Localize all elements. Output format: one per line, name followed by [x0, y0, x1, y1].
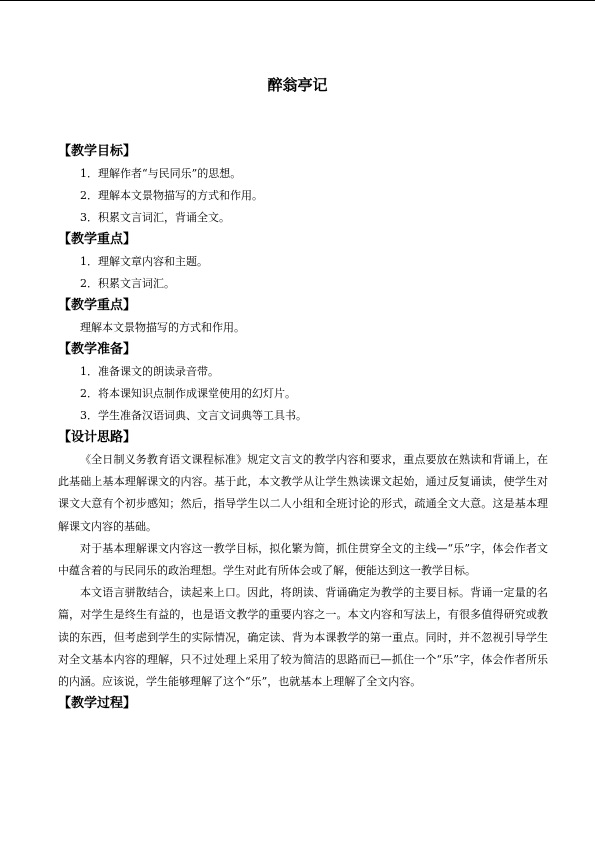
document-title: 醉翁亭记 [267, 76, 328, 94]
section-heading-key-points: 【教学重点】 [58, 232, 137, 247]
goal-item: 1．理解作者“与民同乐”的思想。 [80, 167, 242, 180]
preparation-item: 1．准备课文的朗读录音带。 [80, 365, 219, 378]
design-paragraph: 对于基本理解课文内容这一教学目标，拟化繁为简，抓住贯穿全文的主线—“乐”字，体会作者文中蕴含着的与民同乐的政治理想。学生对此有所体会或了解，便能达到这一教学目标。 [58, 541, 548, 578]
section-heading-design: 【设计思路】 [58, 430, 137, 445]
top-border-line [0, 0, 595, 1]
preparation-item: 3．学生准备汉语词典、文言文词典等工具书。 [80, 409, 307, 422]
key-point-item: 2．积累文言词汇。 [80, 277, 175, 290]
section-heading-key-points-2: 【教学重点】 [58, 298, 137, 313]
key-point-item: 理解本文景物描写的方式和作用。 [80, 321, 245, 334]
section-heading-preparation: 【教学准备】 [58, 342, 137, 357]
document-body [58, 141, 548, 715]
key-point-item: 1．理解文章内容和主题。 [80, 255, 208, 268]
preparation-item: 2．将本课知识点制作成课堂使用的幻灯片。 [80, 387, 296, 400]
design-paragraph: 《全日制义务教育语文课程标准》规定文言文的教学内容和要求，重点要放在熟读和背诵上，在此基础上基本理解课文的内容。基于此，本文教学从让学生熟读课文起始，通过反复诵读，使学生对课文大意有个初步感知；然后，指导学生以二人小组和全班讨论的形式，疏通全文大意。这是基本理解课文内容的基础。 [58, 453, 548, 533]
section-heading-goals: 【教学目标】 [58, 144, 137, 159]
goal-item: 3．积累文言词汇，背诵全文。 [80, 211, 230, 224]
section-heading-process: 【教学过程】 [58, 696, 137, 712]
design-paragraph: 本文语言骈散结合，读起来上口。因此，将朗读、背诵确定为教学的主要目标。背诵一定量的名篇，对学生是终生有益的，也是语文教学的重要内容之一。本文内容和写法上，有很多值得研究或教读的东西，但考虑到学生的实际情况，确定读、背为本课教学的第一重点。同时，并不忽视引导学生对全文基本内容的理解，只不过处理上采用了较为简洁的思路而已—抓住一个“乐”字，体会作者所乐的内涵。应该说，学生能够理解了这个“乐”，也就基本上理解了全文内容。 [58, 586, 548, 689]
goal-item: 2．理解本文景物描写的方式和作用。 [80, 189, 263, 202]
